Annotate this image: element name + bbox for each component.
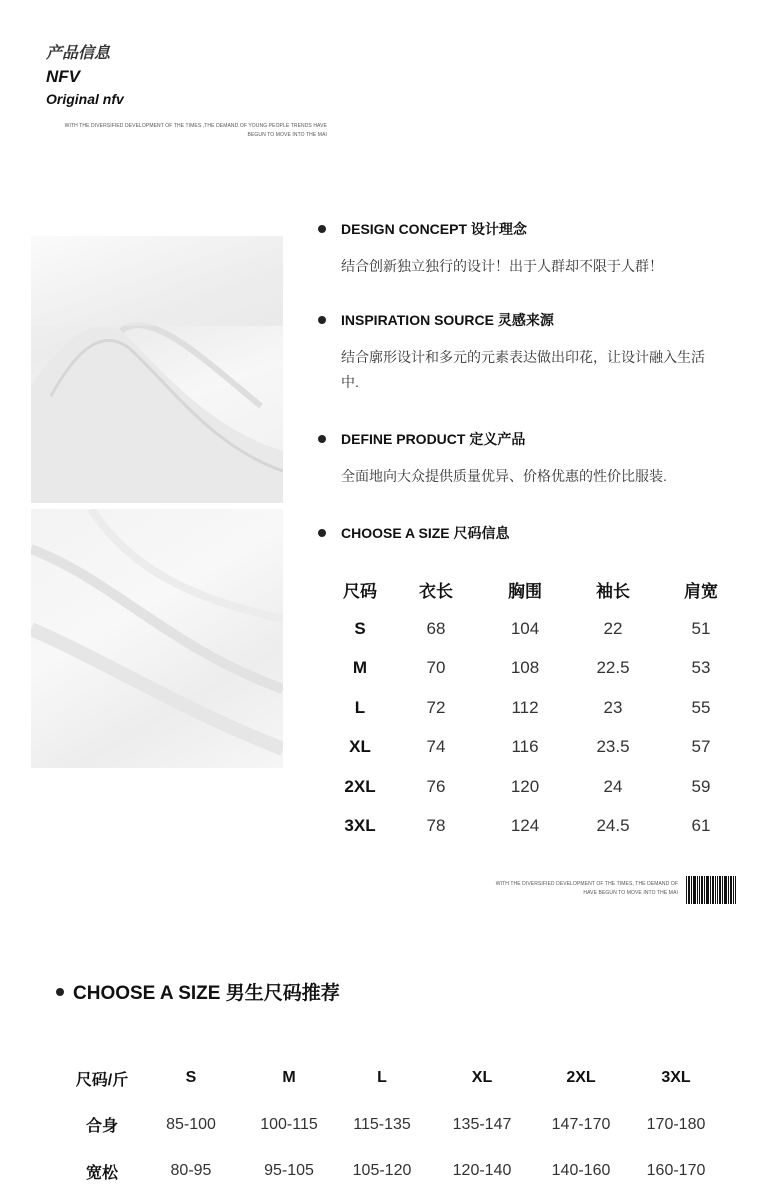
table-cell: 70 xyxy=(426,658,446,678)
table-cell: 115-135 xyxy=(353,1115,411,1133)
table-cell: 147-170 xyxy=(551,1115,611,1133)
table-cell: 120-140 xyxy=(452,1162,512,1180)
header-cell: 衣长 xyxy=(419,582,453,602)
header-cell: 袖长 xyxy=(596,582,630,602)
row-label: 合身 xyxy=(85,1118,118,1136)
table-cell: 112 xyxy=(511,697,539,717)
section-inspiration-source xyxy=(318,310,738,395)
header xyxy=(46,40,124,107)
section-body: 结合廓形设计和多元的元素表达做出印花，让设计融入生活中. xyxy=(341,349,705,390)
section-define-product xyxy=(318,429,738,489)
table-cell: 135-147 xyxy=(452,1115,512,1133)
table-row xyxy=(340,649,740,688)
section-body: 结合创新独立独行的设计！出于人群却不限于人群！ xyxy=(341,258,663,274)
recommend-table-header xyxy=(70,1055,730,1102)
bullet-icon xyxy=(56,988,64,996)
brand-subtitle: Original nfv xyxy=(46,91,124,107)
header-cell: 2XL xyxy=(566,1069,596,1087)
section-title: INSPIRATION SOURCE 灵感来源 xyxy=(341,312,554,328)
table-cell: 160-170 xyxy=(646,1162,706,1180)
table-row xyxy=(340,609,740,648)
tagline-bottom-line2: HAVE BEGUN TO MOVE INTO THE MAI xyxy=(583,890,678,896)
header-cell: 肩宽 xyxy=(684,582,718,602)
recommend-table xyxy=(70,1055,730,1195)
tagline-bottom xyxy=(470,880,678,898)
row-label: 宽松 xyxy=(85,1164,118,1182)
section-body: 全面地向大众提供质量优异、价格优惠的性价比服装. xyxy=(341,468,667,484)
table-row xyxy=(340,688,740,727)
fabric-photo-bottom xyxy=(31,509,283,768)
table-cell: 24.5 xyxy=(596,816,630,836)
header-cell: M xyxy=(282,1069,296,1087)
table-cell: 170-180 xyxy=(646,1115,706,1133)
bullet-icon xyxy=(318,529,326,537)
header-cell: XL xyxy=(471,1069,493,1087)
table-cell: 68 xyxy=(426,619,446,639)
table-row xyxy=(70,1102,730,1149)
table-cell: 24 xyxy=(603,776,623,796)
size-cell: 3XL xyxy=(344,816,376,836)
table-cell: 105-120 xyxy=(352,1162,412,1180)
bullet-icon xyxy=(318,225,326,233)
table-cell: 51 xyxy=(691,619,711,639)
table-cell: 108 xyxy=(510,658,540,678)
table-row xyxy=(70,1148,730,1195)
table-cell: 116 xyxy=(511,737,539,757)
section-title: DESIGN CONCEPT 设计理念 xyxy=(341,221,527,237)
header-cell: 尺码/斤 xyxy=(75,1071,129,1089)
section-design-concept xyxy=(318,219,738,279)
table-cell: 76 xyxy=(426,776,446,796)
section-title: CHOOSE A SIZE 尺码信息 xyxy=(341,525,510,541)
section-title: DEFINE PRODUCT 定义产品 xyxy=(341,431,526,447)
header-cell: L xyxy=(377,1069,387,1087)
table-cell: 74 xyxy=(426,737,446,757)
table-cell: 78 xyxy=(426,816,446,836)
table-cell: 55 xyxy=(691,697,711,717)
brand-name: NFV xyxy=(46,67,80,86)
header-cell: 尺码 xyxy=(343,582,377,602)
table-cell: 120 xyxy=(510,776,540,796)
table-cell: 95-105 xyxy=(264,1162,314,1180)
table-cell: 23.5 xyxy=(596,737,630,757)
tagline-top xyxy=(44,122,327,140)
header-cell: 胸围 xyxy=(508,582,542,602)
header-cell: 3XL xyxy=(661,1069,691,1087)
table-cell: 140-160 xyxy=(551,1162,611,1180)
table-cell: 80-95 xyxy=(170,1162,212,1180)
table-cell: 53 xyxy=(691,658,711,678)
table-cell: 57 xyxy=(691,737,711,757)
table-cell: 100-115 xyxy=(260,1115,318,1133)
table-cell: 59 xyxy=(691,776,711,796)
table-cell: 72 xyxy=(426,697,446,717)
table-cell: 22 xyxy=(603,619,623,639)
size-cell: XL xyxy=(349,737,371,757)
header-cn-title: 产品信息 xyxy=(46,45,111,62)
size-table-header xyxy=(340,570,740,609)
size-cell: S xyxy=(354,619,366,639)
recommend-title-row xyxy=(56,978,340,1005)
table-row xyxy=(340,806,740,845)
tagline-bottom-line1: WITH THE DIVERSIFIED DEVELOPMENT OF THE TIMES, THE DEMAND OF xyxy=(495,881,678,887)
table-row xyxy=(340,767,740,806)
table-cell: 22.5 xyxy=(596,658,630,678)
header-cell: S xyxy=(185,1069,197,1087)
table-cell: 23 xyxy=(603,697,623,717)
bullet-icon xyxy=(318,435,326,443)
recommend-title: CHOOSE A SIZE 男生尺码推荐 xyxy=(73,983,340,1004)
tagline-top-line2: BEGUN TO MOVE INTO THE MAI xyxy=(247,132,327,138)
barcode-icon xyxy=(686,876,740,904)
size-cell: M xyxy=(352,658,368,678)
size-table xyxy=(340,570,740,846)
fabric-photo-top xyxy=(31,236,283,503)
size-cell: 2XL xyxy=(344,776,376,796)
size-cell: L xyxy=(354,697,366,717)
table-row xyxy=(340,728,740,767)
bullet-icon xyxy=(318,316,326,324)
table-cell: 104 xyxy=(510,619,540,639)
tagline-top-line1: WITH THE DIVERSIFIED DEVELOPMENT OF THE TIMES ,THE DEMAND OF YOUNG PEOPLE TRENDS HAVE xyxy=(64,123,327,129)
section-choose-size xyxy=(318,523,738,543)
table-cell: 61 xyxy=(691,816,711,836)
table-cell: 85-100 xyxy=(166,1115,216,1133)
table-cell: 124 xyxy=(510,816,540,836)
